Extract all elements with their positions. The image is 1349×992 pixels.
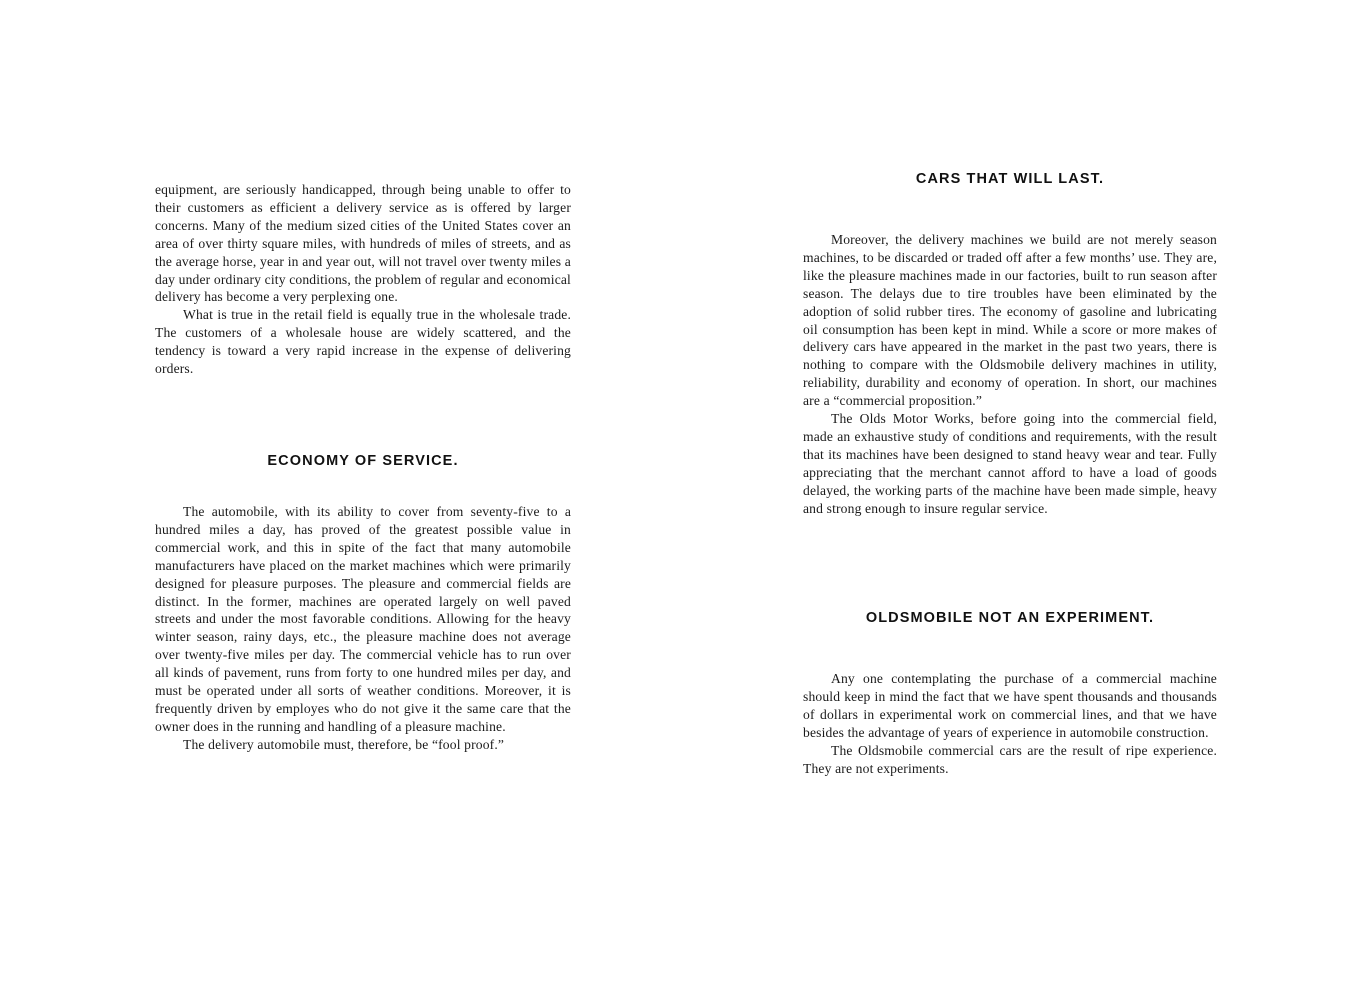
left-intro-text: [155, 181, 571, 378]
cars-that-will-last-text: [803, 231, 1217, 518]
left-intro-paragraph-1: equipment, are seriously handicapped, through being unable to offer to their customers as efficient a delivery service as is offered by larger concerns. Many of the medium sized cities of the United States cover an area of over thirty square miles, with hundreds of miles of streets, and as the average horse, year in and year out, will not travel over twenty miles a day under ordinary city conditions, the problem of regular and economical delivery has become a very perplexing one.: [155, 182, 571, 305]
economy-paragraph-1: The automobile, with its ability to cover from seventy-five to a hundred miles a day, has proved of the greatest possible value in commercial work, and this in spite of the fact that many automobile manufacturers have placed on the market machines which were primarily designed for pleasure purposes. The pleasure and commercial fields are distinct. In the former, machines are operated largely on well paved streets and under the most favorable conditions. Allowing for the heavy winter season, rainy days, etc., the pleasure machine does not average over twenty-five miles per day. The commercial vehicle has to run over all kinds of pavement, runs from forty to one hundred miles per day, and must be operated under all sorts of weather conditions. Moreover, it is frequently driven by employes who do not give it the same care that the owner does in the running and handling of a pleasure machine.: [155, 504, 571, 734]
section-heading-economy-of-service: ECONOMY OF SERVICE.: [267, 453, 459, 469]
section-heading-oldsmobile-not-an-experiment: OLDSMOBILE NOT AN EXPERIMENT.: [865, 610, 1155, 626]
oldsmobile-not-an-experiment-text: [803, 670, 1217, 777]
cars-last-paragraph-1: Moreover, the delivery machines we build are not merely season machines, to be discarded or traded off after a few months’ use. They are, like the pleasure machines made in our factories, built to run season after season. The delays due to tire troubles have been eliminated by the adoption of solid rubber tires. The economy of gasoline and lubricating oil consumption has been kept in mind. While a score or more makes of delivery cars have appeared in the market in the past two years, there is nothing to compare with the Oldsmobile delivery machines in utility, reliability, durability and economy of operation. In short, our machines are a “commercial proposition.”: [803, 232, 1217, 409]
experiment-paragraph-1: Any one contemplating the purchase of a commercial machine should keep in mind the fact that we have spent thousands and thousands of dollars in experimental work on commercial lines, and that we have besides the advantage of years of experience in automobile construction.: [803, 671, 1217, 740]
left-intro-paragraph-2: What is true in the retail field is equally true in the wholesale trade. The customers of a wholesale house are widely scattered, and the tendency is toward a very rapid increase in the expense of delivering orders.: [155, 307, 571, 377]
economy-paragraph-2: The delivery automobile must, therefore, be “fool proof.”: [183, 736, 505, 752]
right-page: [675, 0, 1349, 992]
experiment-paragraph-2: The Oldsmobile commercial cars are the result of ripe experience. They are not experiments.: [803, 742, 1217, 776]
section-heading-cars-that-will-last: CARS THAT WILL LAST.: [915, 171, 1105, 187]
left-page: [0, 0, 674, 992]
economy-of-service-text: [155, 503, 571, 754]
cars-last-paragraph-2: The Olds Motor Works, before going into the commercial field, made an exhaustive study of conditions and requirements, with the result that its machines have been designed to stand heavy wear and tear. Fully appreciating that the merchant cannot afford to have a load of goods delayed, the working parts of the machine have been made simple, heavy and strong enough to insure regular service.: [803, 411, 1217, 516]
